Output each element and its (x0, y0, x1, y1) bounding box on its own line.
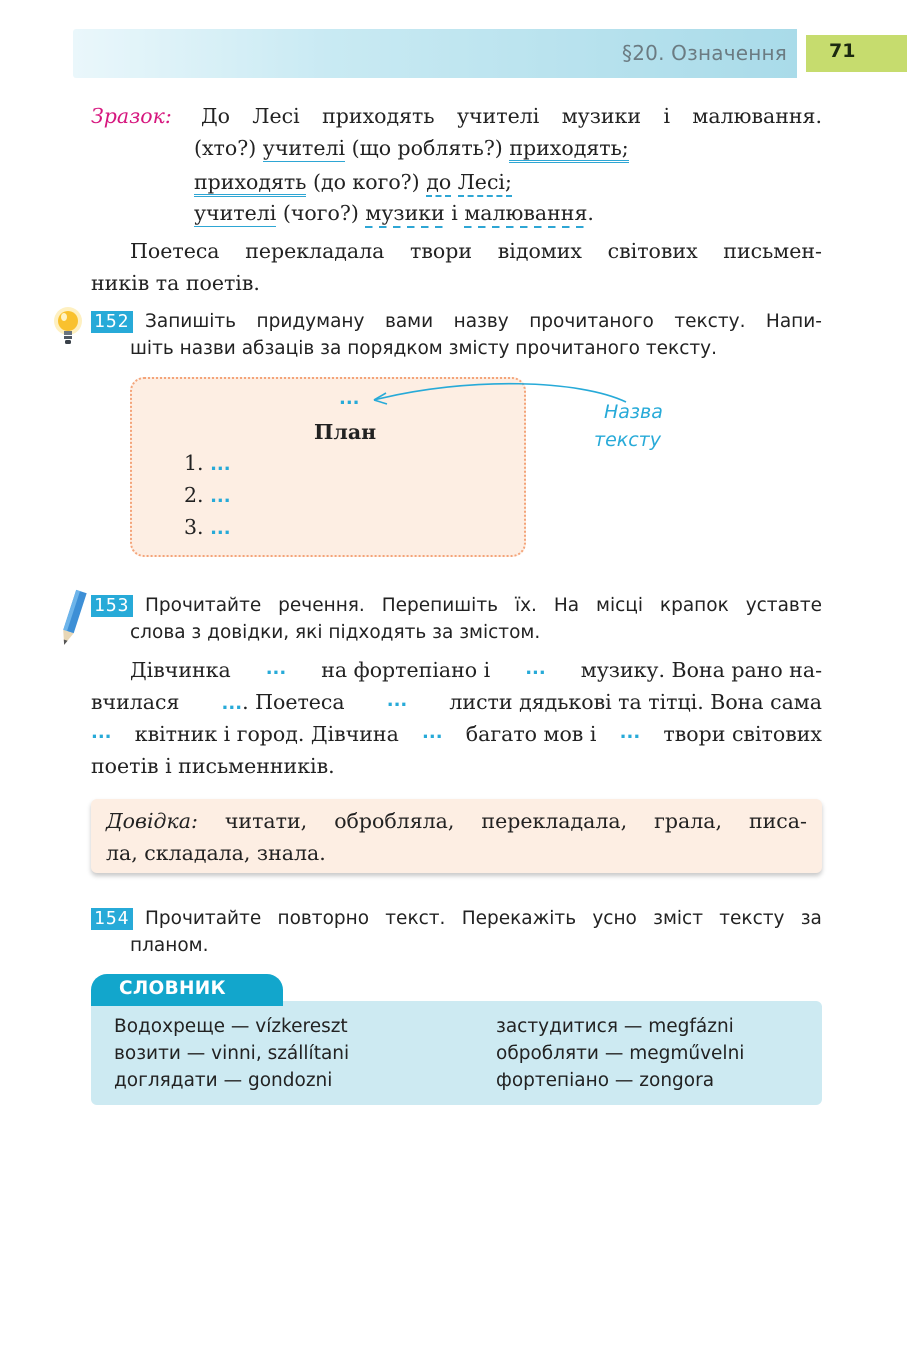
word: уставте (745, 595, 822, 616)
text-fragment: вчилася (91, 690, 180, 714)
hint-word: грала, (654, 809, 722, 833)
attribute-word: малювання (464, 201, 587, 228)
conjunction: і (451, 201, 458, 225)
exercise-number: 153 (91, 595, 133, 617)
blank: ... (525, 658, 546, 679)
plan-item (184, 515, 231, 539)
hint-label: Довідка: (106, 809, 198, 833)
word: Перепишіть (381, 595, 499, 616)
hint-word: писа- (748, 809, 807, 833)
object-word: Лесі; (458, 170, 512, 197)
word: повторно (277, 908, 370, 929)
exercise-153-text-line-3 (91, 722, 822, 746)
word: твори (410, 239, 473, 263)
plan-item-placeholder: ... (210, 486, 231, 507)
text-fragment: квітник і город. Дівчина (134, 722, 399, 746)
dictionary-entry: обробляти — megművelni (496, 1043, 745, 1064)
word: На (553, 595, 580, 616)
exercise-154-line-2: планом. (130, 935, 209, 956)
exercise-number: 154 (91, 908, 133, 930)
sample-sentence: До Лесі приходять учителі музики і малювання. (201, 104, 822, 128)
word: перекладала (245, 239, 385, 263)
dictionary-entry: возити — vinni, szállítani (114, 1043, 350, 1064)
plan-item-placeholder: ... (210, 518, 231, 539)
word: за (800, 908, 822, 929)
text-fragment: музику. Вона рано на- (580, 658, 822, 682)
word: світових (607, 239, 698, 263)
text-fragment: багато мов і (465, 722, 597, 746)
question: (хто?) (194, 136, 257, 160)
word: тексту. (674, 311, 746, 332)
section-title: §20. Означення (622, 41, 787, 65)
word: відомих (497, 239, 582, 263)
exercise-number: 152 (91, 311, 133, 333)
exercise-152-line-2: шіть назви абзаців за порядком змісту прочитаного тексту. (130, 338, 717, 359)
word: придуману (256, 311, 365, 332)
hint-line-2: ла, складала, знала. (106, 841, 326, 865)
subject-word: учителі (262, 136, 346, 160)
hint-word: перекладала, (481, 809, 628, 833)
lightbulb-icon (48, 303, 88, 349)
word: усно (592, 908, 637, 929)
word: Напи- (765, 311, 822, 332)
callout-label-1: Назва (604, 401, 663, 423)
word: Перекажіть (461, 908, 577, 929)
plan-item (184, 483, 231, 507)
word: Прочитайте (145, 908, 262, 929)
predicate-word: приходять; (509, 136, 628, 163)
subject-word: учителі (194, 201, 277, 225)
callout-label-2: тексту (594, 429, 661, 451)
plan-item (184, 451, 231, 475)
word: Поетеса (130, 239, 220, 263)
period: . (587, 201, 594, 225)
exercise-154-line-1 (145, 908, 822, 929)
plan-item-number: 2. (184, 483, 204, 507)
text-fragment: листи дядькові та тітці. Вона сама (449, 690, 822, 714)
callout-arrow (360, 376, 640, 416)
text-fragment: Дівчинка (130, 658, 231, 682)
text-fragment: . Поетеса (242, 690, 345, 714)
question: (до кого?) (312, 170, 420, 194)
exercise-153-line-2: слова з довідки, які підходять за змістом. (130, 622, 541, 643)
sample-line-1 (91, 104, 822, 128)
plan-title-placeholder: ... (339, 388, 360, 409)
word: назву (453, 311, 509, 332)
text-fragment: твори світових (663, 722, 822, 746)
blank: ... (221, 693, 243, 714)
word: прочитаного (529, 311, 654, 332)
plan-heading: План (314, 420, 377, 444)
word: Запишіть (145, 311, 237, 332)
word: вами (384, 311, 434, 332)
header-bar (73, 29, 797, 78)
hint-word: читати, (224, 809, 308, 833)
dictionary-entry: доглядати — gondozni (114, 1070, 333, 1091)
hint-line-1 (106, 809, 807, 833)
exercise-153-text-line-2 (91, 690, 822, 714)
exercise-152-line-1 (145, 311, 822, 332)
blank: ... (265, 658, 287, 679)
page-number: 71 (806, 35, 907, 72)
sample-sentence-line-1 (130, 239, 822, 263)
blank: ... (91, 722, 112, 743)
text-fragment: на фортепіано і (321, 658, 491, 682)
word: крапок (659, 595, 729, 616)
dictionary-entry: Водохреще — vízkereszt (114, 1016, 348, 1037)
sample-line-2 (194, 136, 629, 160)
pencil-icon (56, 588, 88, 650)
dictionary-title: СЛОВНИК (91, 974, 283, 1006)
sample-sentence-line-2: ників та поетів. (91, 271, 260, 295)
word: речення. (278, 595, 365, 616)
word: місці (596, 595, 643, 616)
blank: ... (386, 690, 408, 711)
question: (чого?) (282, 201, 359, 225)
dictionary-entry: застудитися — megfázni (496, 1016, 734, 1037)
word: зміст (653, 908, 704, 929)
predicate-word: приходять (194, 170, 306, 197)
hint-word: обробляла, (334, 809, 455, 833)
word: письмен- (723, 239, 822, 263)
word: тексту (719, 908, 785, 929)
sample-label: Зразок: (91, 104, 172, 128)
object-word: до (426, 170, 451, 197)
plan-item-placeholder: ... (210, 454, 231, 475)
question: (що роблять?) (351, 136, 503, 160)
exercise-153-text-line-4: поетів і письменників. (91, 754, 335, 778)
blank: ... (422, 722, 443, 743)
exercise-153-line-1 (145, 595, 822, 616)
plan-item-number: 3. (184, 515, 204, 539)
attribute-word: музики (365, 201, 444, 228)
word: їх. (514, 595, 537, 616)
exercise-153-text-line-1 (130, 658, 822, 682)
word: Прочитайте (145, 595, 262, 616)
sample-line-3 (194, 170, 512, 194)
blank: ... (619, 722, 641, 743)
word: текст. (385, 908, 446, 929)
sample-line-4 (194, 201, 594, 225)
dictionary-entry: фортепіано — zongora (496, 1070, 715, 1091)
plan-item-number: 1. (184, 451, 204, 475)
